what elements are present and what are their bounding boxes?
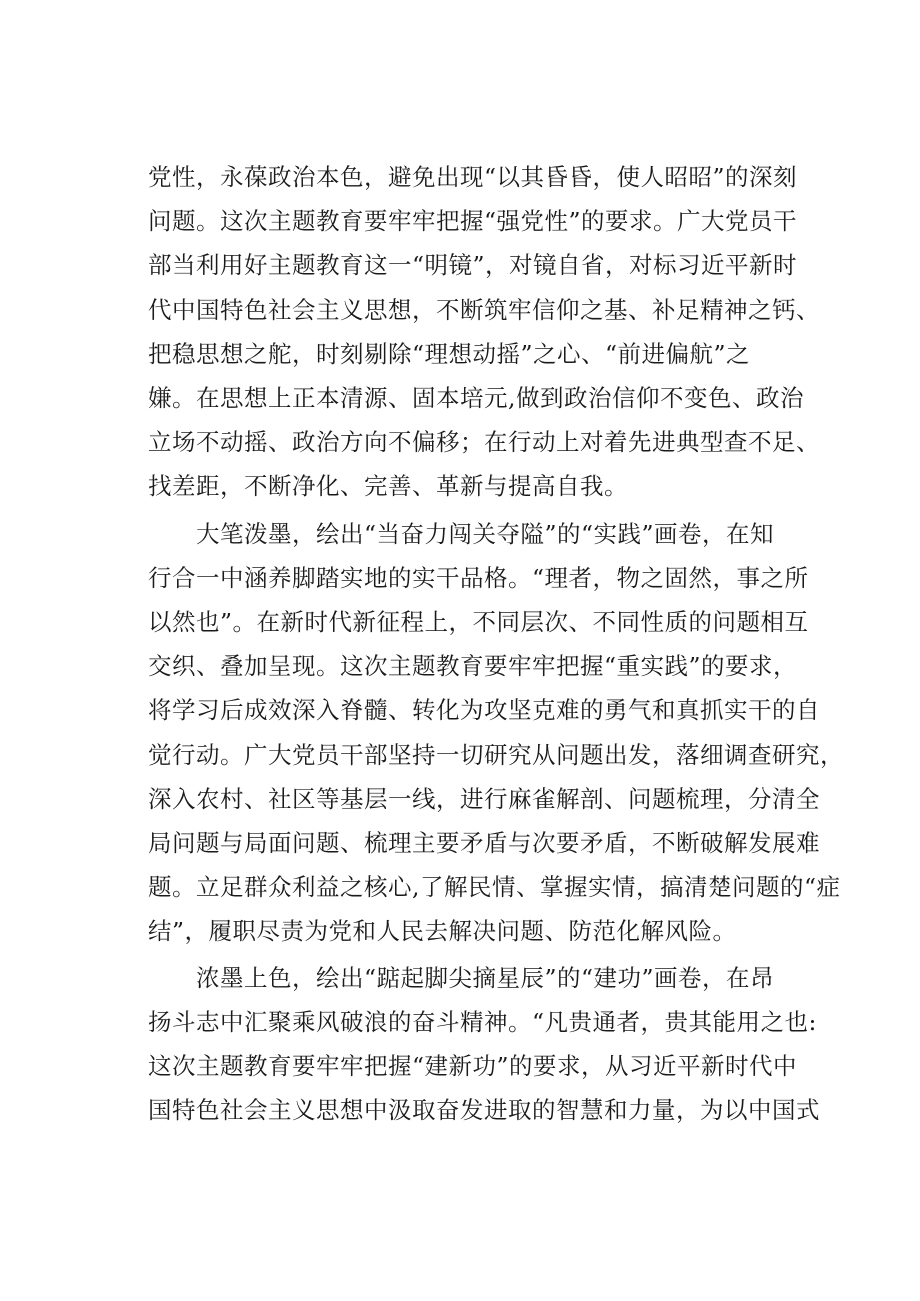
text-line: 立场不动摇、政治方向不偏移；在行动上对着先进典型查不足、 [148, 428, 820, 456]
text-line: 问题。这次主题教育要牢牢把握“强党性”的要求。广大党员干 [148, 207, 798, 235]
paragraph-first-line: 大笔泼墨，绘出“当奋力闯关夺隘”的“实践”画卷，在知 [196, 520, 775, 548]
text-line: 嫌。在思想上正本清源、固本培元,做到政治信仰不变色、政治 [148, 384, 804, 412]
text-line: 扬斗志中汇聚乘风破浪的奋斗精神。“凡贵通者，贵其能用之也: [148, 1008, 817, 1036]
text-line: 深入农村、社区等基层一线，进行麻雀解剖、问题梳理，分清全 [148, 785, 820, 813]
text-line: 以然也”。在新时代新征程上，不同层次、不同性质的问题相互 [148, 608, 809, 636]
text-line: 觉行动。广大党员干部坚持一切研究从问题出发，落细调查研究， [148, 741, 844, 769]
text-line: 行合一中涵养脚踏实地的实干品格。“理者，物之固然，事之所 [148, 564, 809, 592]
text-line: 结”，履职尽责为党和人民去解决问题、防范化解风险。 [148, 917, 737, 945]
text-line: 国特色社会主义思想中汲取奋发进取的智慧和力量，为以中国式 [148, 1096, 820, 1124]
text-line: 将学习后成效深入脊髓、转化为攻坚克难的勇气和真抓实干的自 [148, 696, 820, 724]
text-line: 把稳思想之舵，时刻剔除“理想动摇”之心、“前进偏航”之 [148, 340, 751, 368]
text-line: 党性，永葆政治本色，避免出现“以其昏昏，使人昭昭”的深刻 [148, 163, 798, 191]
text-line: 局问题与局面问题、梳理主要矛盾与次要矛盾，不断破解发展难 [148, 829, 820, 857]
text-line: 代中国特色社会主义思想，不断筑牢信仰之基、补足精神之钙、 [148, 296, 820, 324]
text-line: 题。立足群众利益之核心,了解民情、掌握实情，搞清楚问题的“症 [148, 873, 841, 901]
text-line: 这次主题教育要牢牢把握“建新功”的要求，从习近平新时代中 [148, 1052, 798, 1080]
paragraph-first-line: 浓墨上色，绘出“踮起脚尖摘星辰”的“建功”画卷，在昂 [196, 964, 775, 992]
text-line: 找差距，不断净化、完善、革新与提高自我。 [148, 472, 628, 500]
text-line: 交织、叠加呈现。这次主题教育要牢牢把握“重实践”的要求， [148, 652, 798, 680]
text-line: 部当利用好主题教育这一“明镜”，对镜自省，对标习近平新时 [148, 251, 798, 279]
